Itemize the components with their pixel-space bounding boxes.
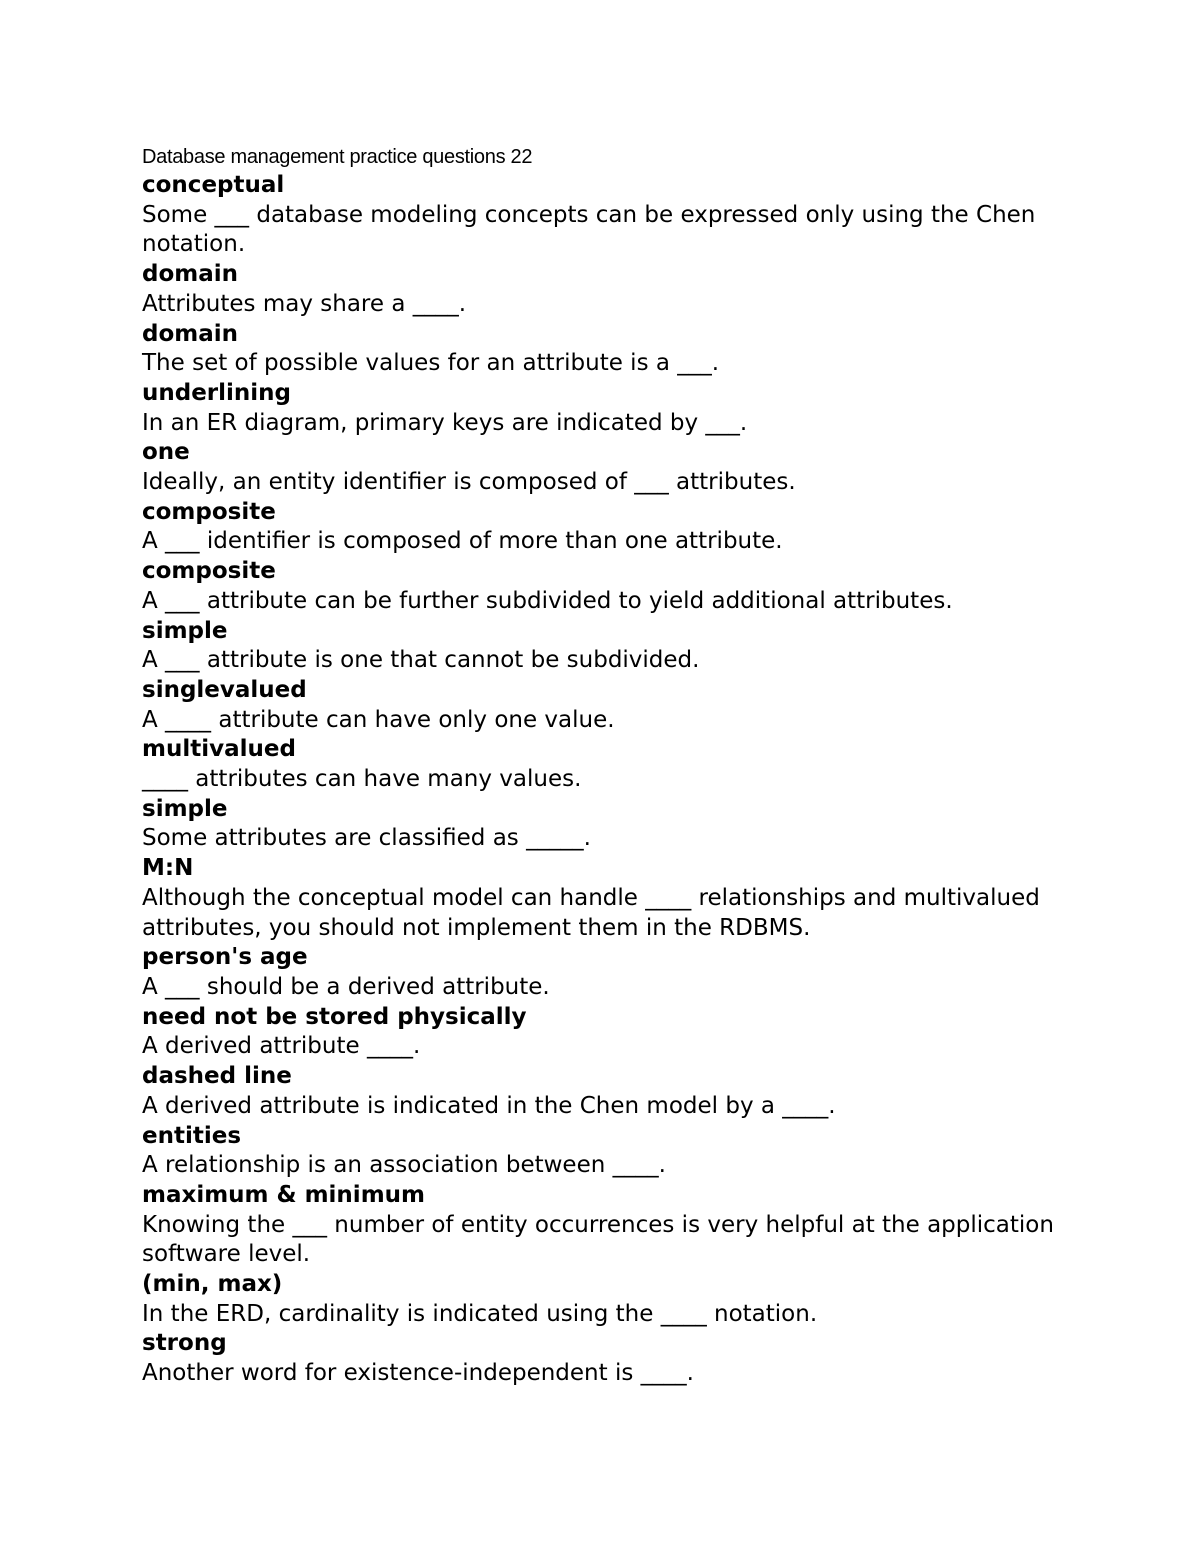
- question-text: Attributes may share a ____.: [142, 290, 467, 317]
- answer-term: conceptual: [142, 172, 285, 198]
- qa-item: [142, 1122, 1142, 1181]
- qa-item: [142, 438, 1142, 497]
- qa-item: [142, 1181, 1142, 1270]
- question-text: A ___ identifier is composed of more than one attribute.: [142, 528, 783, 555]
- qa-item: [142, 171, 1142, 260]
- qa-item: [142, 1270, 1142, 1329]
- qa-item: [142, 498, 1142, 557]
- question-text: ____ attributes can have many values.: [142, 766, 582, 793]
- qa-item: [142, 617, 1142, 676]
- question-text: A ____ attribute can have only one value.: [142, 706, 615, 733]
- question-text: A derived attribute ____.: [142, 1033, 421, 1060]
- document-title: Database management practice questions 22: [142, 146, 533, 168]
- qa-item: [142, 1062, 1142, 1121]
- answer-term: singlevalued: [142, 676, 307, 703]
- question-text: A ___ attribute can be further subdivided to yield additional attributes.: [142, 587, 953, 614]
- question-text: Knowing the ___ number of entity occurrences is very helpful at the application software level.: [142, 1211, 1062, 1268]
- qa-item: [142, 943, 1142, 1002]
- question-text: Some ___ database modeling concepts can be expressed only using the Chen notation.: [142, 201, 1043, 258]
- question-text: In an ER diagram, primary keys are indicated by ___.: [142, 409, 748, 436]
- answer-term: need not be stored physically: [142, 1003, 527, 1030]
- question-text: A derived attribute is indicated in the Chen model by a ____.: [142, 1092, 836, 1119]
- question-text: The set of possible values for an attribute is a ___.: [142, 350, 720, 377]
- answer-term: simple: [142, 617, 228, 644]
- answer-term: underlining: [142, 379, 292, 406]
- answer-term: person's age: [142, 944, 308, 971]
- answer-term: domain: [142, 261, 239, 288]
- qa-item: [142, 260, 1142, 319]
- answer-term: maximum & minimum: [142, 1181, 425, 1208]
- qa-item: [142, 1003, 1142, 1062]
- question-text: Ideally, an entity identifier is composed of ___ attributes.: [142, 469, 796, 496]
- qa-item: [142, 676, 1142, 735]
- answer-term: multivalued: [142, 736, 296, 763]
- question-text: A relationship is an association between ____.: [142, 1152, 666, 1179]
- document-page: [142, 143, 1142, 1389]
- question-text: A ___ attribute is one that cannot be subdivided.: [142, 647, 700, 674]
- answer-term: domain: [142, 320, 239, 347]
- answer-term: dashed line: [142, 1063, 292, 1090]
- qa-item: [142, 557, 1142, 616]
- answer-term: strong: [142, 1330, 227, 1357]
- answer-term: one: [142, 439, 190, 466]
- answer-term: (min, max): [142, 1271, 283, 1298]
- question-text: Another word for existence-independent is ____.: [142, 1360, 694, 1387]
- answer-term: M:N: [142, 855, 194, 882]
- qa-item: [142, 320, 1142, 379]
- qa-item: [142, 854, 1142, 943]
- qa-item: [142, 1329, 1142, 1388]
- qa-item: [142, 735, 1142, 794]
- qa-list: [142, 171, 1142, 1389]
- answer-term: simple: [142, 795, 228, 822]
- question-text: Although the conceptual model can handle ____ relationships and multivalued attributes, you should not implement them in the RDBMS.: [142, 884, 1048, 941]
- answer-term: composite: [142, 498, 276, 525]
- answer-term: composite: [142, 558, 276, 585]
- qa-item: [142, 795, 1142, 854]
- answer-term: entities: [142, 1122, 242, 1149]
- qa-item: [142, 379, 1142, 438]
- question-text: In the ERD, cardinality is indicated using the ____ notation.: [142, 1300, 818, 1327]
- question-text: A ___ should be a derived attribute.: [142, 973, 550, 1000]
- question-text: Some attributes are classified as _____.: [142, 825, 591, 852]
